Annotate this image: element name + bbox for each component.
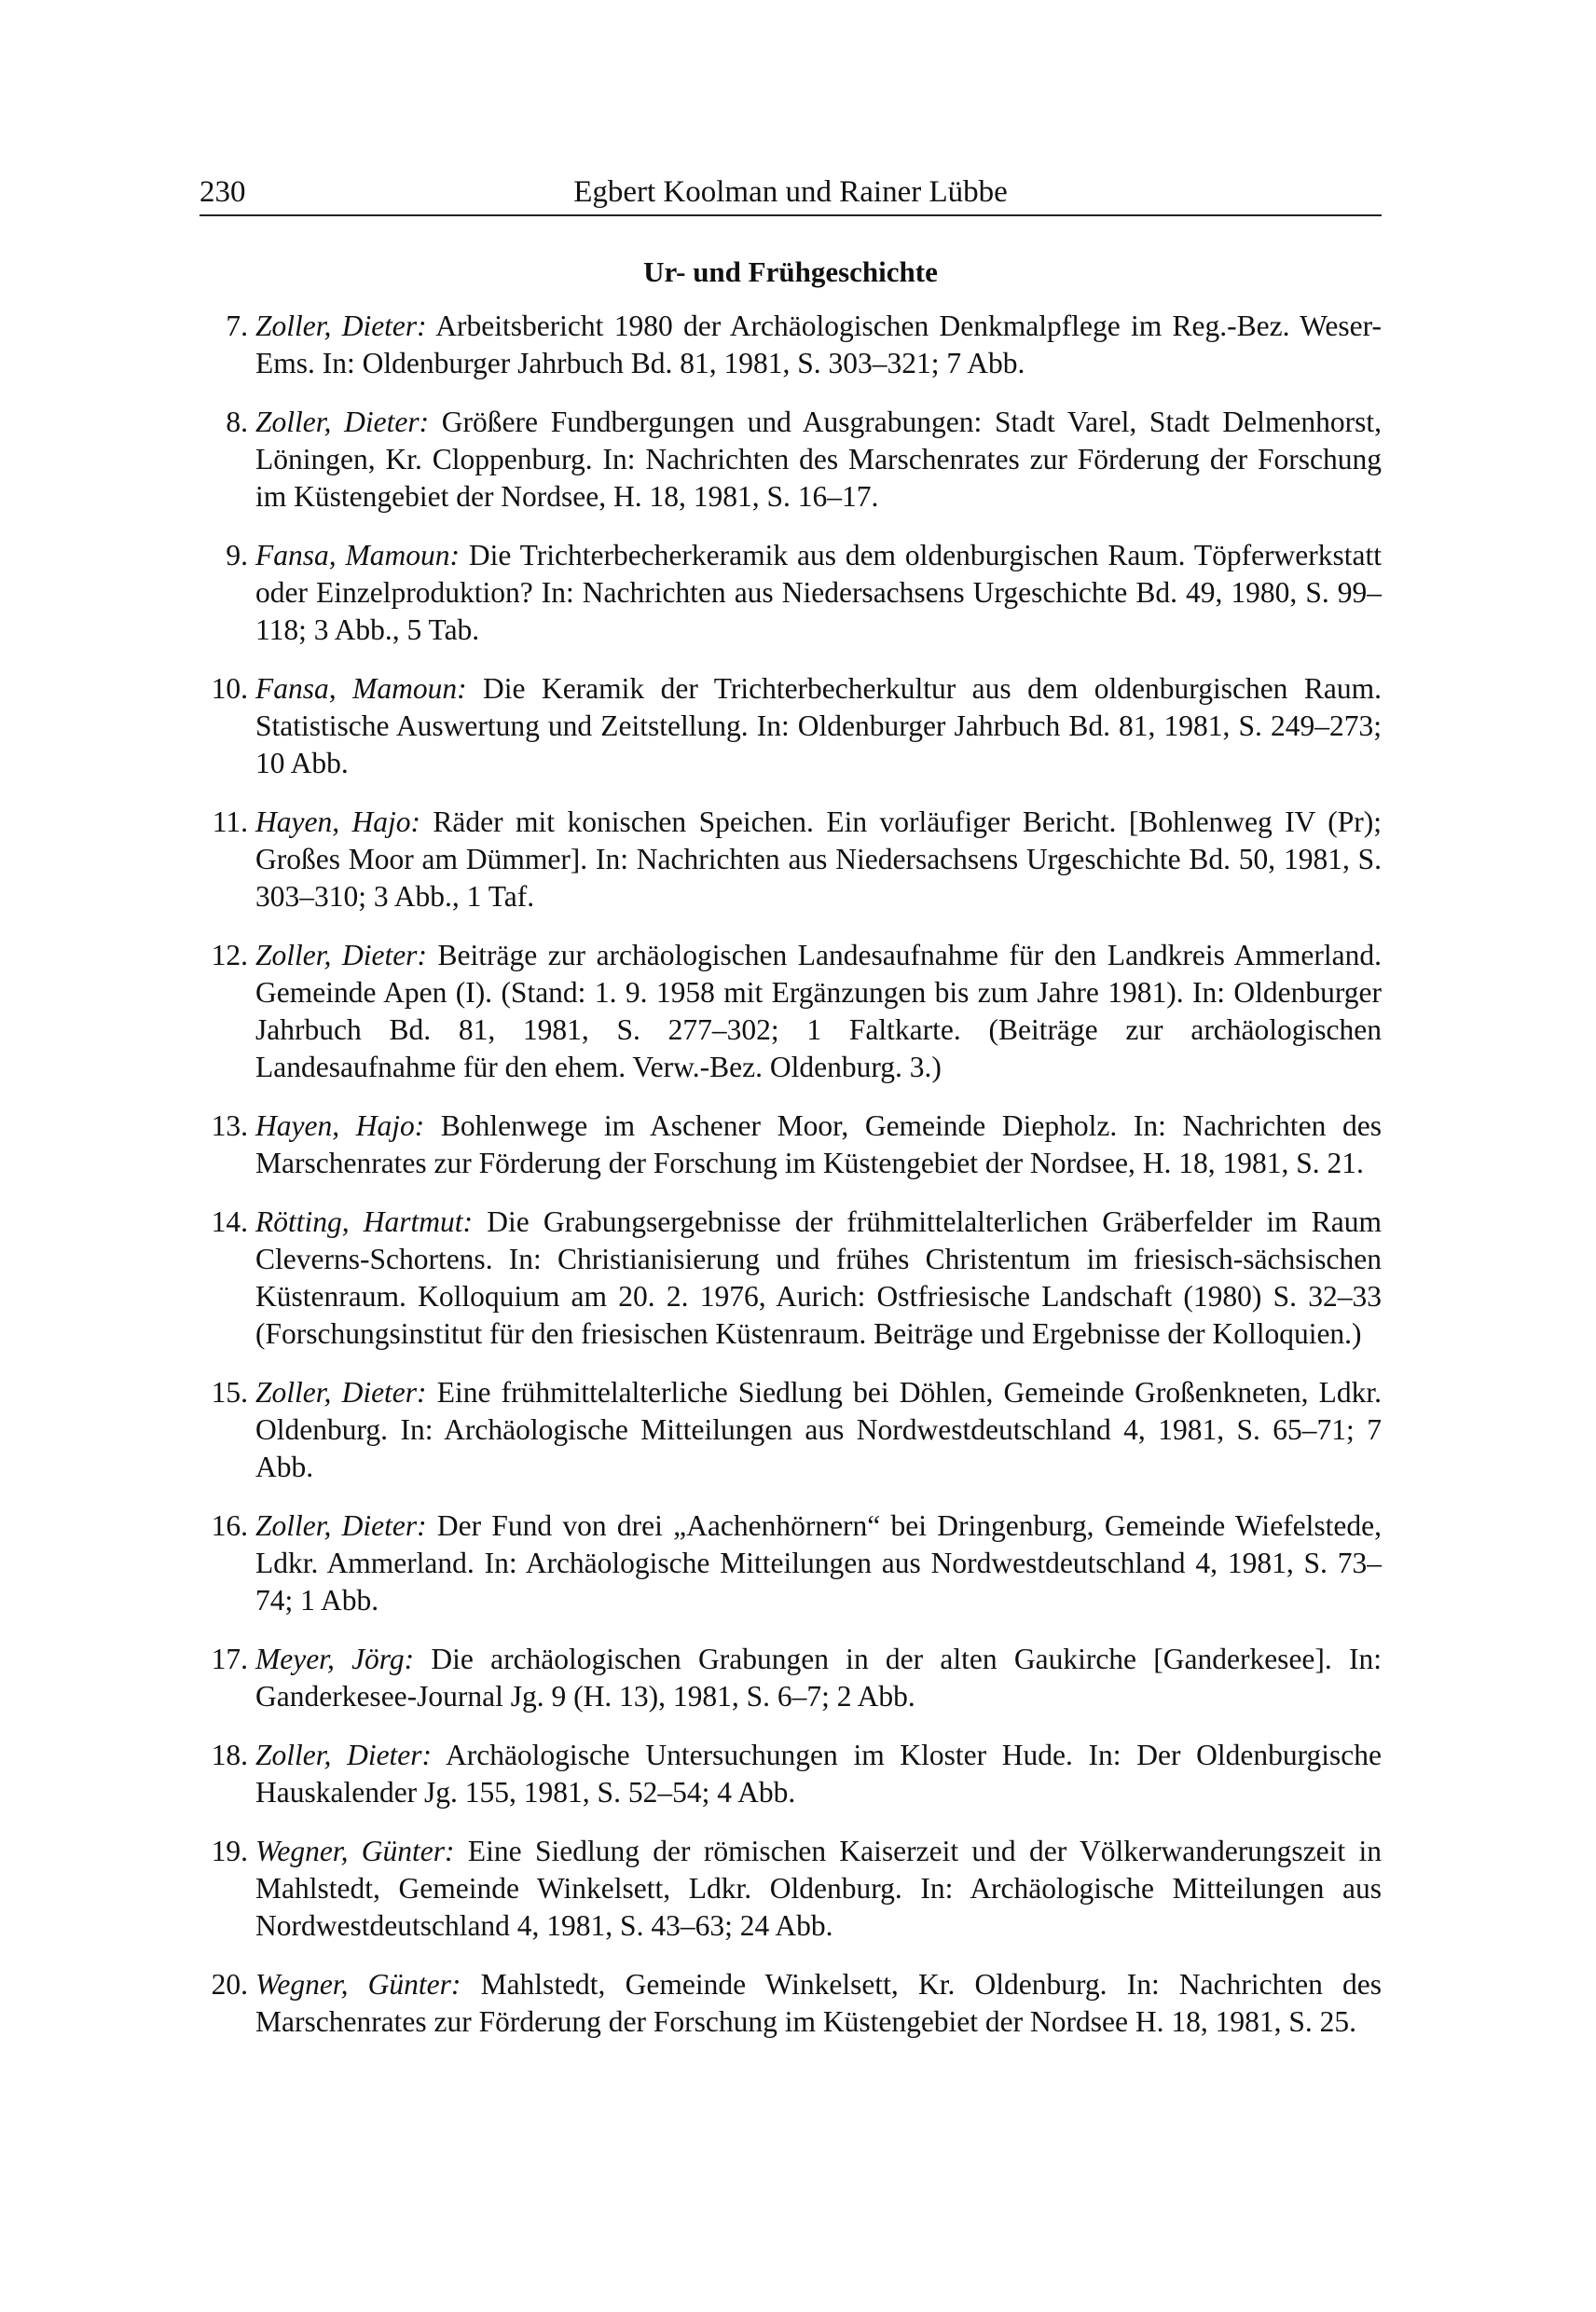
entry-text: Der Fund von drei „Aachenhörnern“ bei Dringenburg, Gemeinde Wiefelstede, Ldkr. Ammerland. In: Archäologische Mitteilungen aus Nordwestdeutschland 4, 1981, S. 73–74; 1 Abb.: [255, 1509, 1382, 1617]
entry-text: Mahlstedt, Gemeinde Winkelsett, Kr. Oldenburg. In: Nachrichten des Marschenrates zur Förderung der Forschung im Küstengebiet der Nordsee H. 18, 1981, S. 25.: [255, 1968, 1382, 2038]
entry-author: Zoller, Dieter:: [255, 939, 427, 971]
entry-author: Rötting, Hartmut:: [255, 1205, 474, 1238]
bibliography-entry: [200, 1374, 1382, 1486]
entry-text: Archäologische Untersuchungen im Kloster Hude. In: Der Oldenburgische Hauskalender Jg. 155, 1981, S. 52–54; 4 Abb.: [255, 1739, 1383, 1809]
bibliography-entry: [200, 804, 1382, 915]
bibliography-entry: [200, 1204, 1382, 1353]
running-title: Egbert Koolman und Rainer Lübbe: [573, 175, 1008, 209]
entry-number: 17.: [211, 1643, 248, 1675]
bibliography-entry: [200, 404, 1382, 516]
entry-author: Meyer, Jörg:: [255, 1643, 415, 1675]
entry-text: Die archäologischen Grabungen in der alten Gaukirche [Ganderkesee]. In: Ganderkesee-Journal Jg. 9 (H. 13), 1981, S. 6–7; 2 Abb.: [255, 1643, 1383, 1713]
entry-author: Hayen, Hajo:: [255, 1109, 425, 1142]
document-page: [200, 0, 1382, 2312]
entry-author: Zoller, Dieter:: [255, 1376, 427, 1409]
entry-text: Bohlenwege im Aschener Moor, Gemeinde Diepholz. In: Nachrichten des Marschenrates zur Förderung der Forschung im Küstengebiet der Nordsee, H. 18, 1981, S. 21.: [255, 1109, 1382, 1179]
bibliography-entry: [200, 1833, 1382, 1945]
entry-author: Zoller, Dieter:: [255, 406, 430, 438]
bibliography-entry: [200, 537, 1382, 649]
entry-text: Eine Siedlung der römischen Kaiserzeit und der Völkerwanderungszeit in Mahlstedt, Gemeinde Winkelsett, Ldkr. Oldenburg. In: Archäologische Mitteilungen aus Nordwestdeutschland 4, 1981, S. 43–63; 24 Abb.: [255, 1835, 1382, 1942]
entry-text: Beiträge zur archäologischen Landesaufnahme für den Landkreis Ammerland. Gemeinde Apen (I). (Stand: 1. 9. 1958 mit Ergänzungen bis zum Jahre 1981). In: Oldenburger Jahrbuch Bd. 81, 1981, S. 277–302; 1 Faltkarte. (Beiträge zur archäologischen Landesaufnahme für den ehem. Verw.-Bez. Oldenburg. 3.): [255, 939, 1383, 1083]
entry-text: Die Keramik der Trichterbecherkultur aus dem oldenburgischen Raum. Statistische Auswertung und Zeitstellung. In: Oldenburger Jahrbuch Bd. 81, 1981, S. 249–273; 10 Abb.: [255, 672, 1382, 779]
entry-number: 12.: [211, 939, 248, 971]
entry-author: Fansa, Mamoun:: [255, 672, 467, 705]
entry-author: Wegner, Günter:: [255, 1968, 461, 2001]
bibliography-entry: [200, 1966, 1382, 2041]
bibliography-entry: [200, 937, 1382, 1086]
entry-number: 10.: [211, 672, 248, 705]
page-number: 230: [200, 175, 246, 209]
bibliography-entry: [200, 670, 1382, 782]
entry-number: 16.: [211, 1509, 248, 1542]
entry-text: Die Trichterbecherkeramik aus dem oldenburgischen Raum. Töpferwerkstatt oder Einzelproduktion? In: Nachrichten aus Niedersachsens Urgeschichte Bd. 49, 1980, S. 99–118; 3 Abb., 5 Tab.: [255, 539, 1382, 646]
entry-text: Größere Fundbergungen und Ausgrabungen: Stadt Varel, Stadt Delmenhorst, Löningen, Kr. Cloppenburg. In: Nachrichten des Marschenrates zur Förderung der Forschung im Küstengebiet der Nordsee, H. 18, 1981, S. 16–17.: [255, 406, 1382, 513]
running-header: [200, 166, 1382, 216]
section-heading: Ur- und Frühgeschichte: [643, 255, 938, 288]
bibliography-entry: [200, 1641, 1382, 1715]
entry-number: 8.: [226, 406, 248, 438]
entry-number: 11.: [212, 805, 248, 838]
entry-text: Räder mit konischen Speichen. Ein vorläufiger Bericht. [Bohlenweg IV (Pr); Großes Moor am Dümmer]. In: Nachrichten aus Niedersachsens Urgeschichte Bd. 50, 1981, S. 303–310; 3 Abb., 1 Taf.: [255, 805, 1383, 913]
entry-number: 15.: [211, 1376, 248, 1409]
entry-number: 20.: [211, 1968, 248, 2001]
entry-author: Zoller, Dieter:: [255, 1509, 427, 1542]
entry-text: Eine frühmittelalterliche Siedlung bei Döhlen, Gemeinde Großenkneten, Ldkr. Oldenburg. In: Archäologische Mitteilungen aus Nordwestdeutschland 4, 1981, S. 65–71; 7 Abb.: [255, 1376, 1382, 1483]
entry-author: Hayen, Hajo:: [255, 805, 420, 838]
bibliography-list: [200, 308, 1382, 2062]
entry-text: Arbeitsbericht 1980 der Archäologischen Denkmalpflege im Reg.-Bez. Weser-Ems. In: Oldenburger Jahrbuch Bd. 81, 1981, S. 303–321; 7 Abb.: [255, 310, 1383, 379]
entry-number: 14.: [211, 1205, 248, 1238]
bibliography-entry: [200, 1108, 1382, 1182]
entry-author: Fansa, Mamoun:: [255, 539, 460, 571]
entry-author: Zoller, Dieter:: [255, 1739, 433, 1771]
entry-text: Die Grabungsergebnisse der frühmittelalterlichen Gräberfelder im Raum Cleverns-Schortens. In: Christianisierung und frühes Christentum im friesisch-sächsischen Küstenraum. Kolloquium am 20. 2. 1976, Aurich: Ostfriesische Landschaft (1980) S. 32–33 (Forschungsinstitut für den friesischen Küstenraum. Beiträge und Ergebnisse der Kolloquien.): [255, 1205, 1382, 1350]
entry-number: 9.: [226, 539, 248, 571]
entry-number: 7.: [226, 310, 248, 342]
entry-author: Wegner, Günter:: [255, 1835, 455, 1867]
bibliography-entry: [200, 1507, 1382, 1619]
bibliography-entry: [200, 1737, 1382, 1811]
entry-author: Zoller, Dieter:: [255, 310, 427, 342]
entry-number: 13.: [211, 1109, 248, 1142]
entry-number: 19.: [211, 1835, 248, 1867]
entry-number: 18.: [211, 1739, 248, 1771]
bibliography-entry: [200, 308, 1382, 382]
